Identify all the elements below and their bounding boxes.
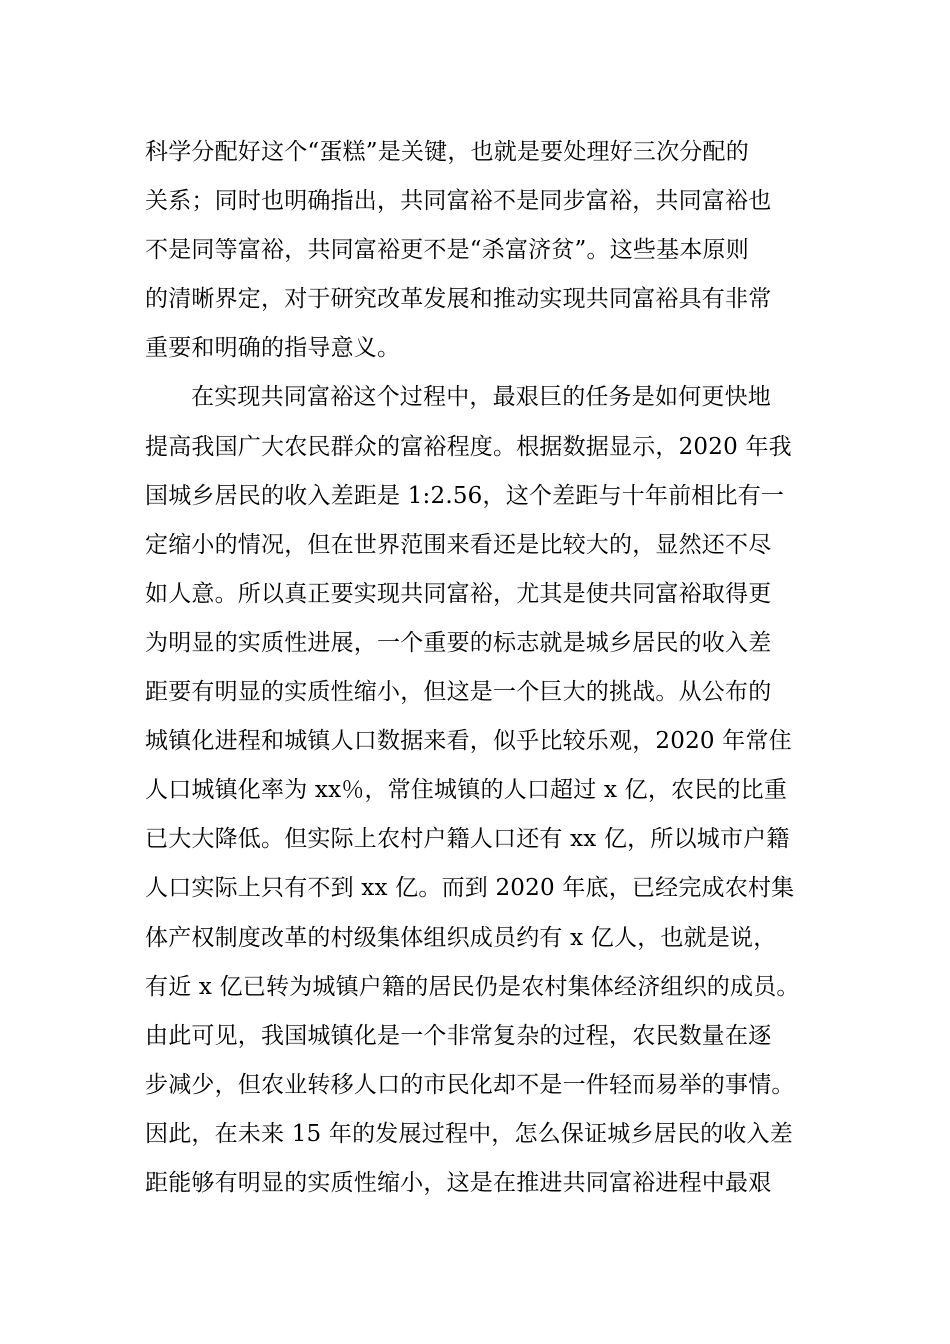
paragraph-first-line: 在实现共同富裕这个过程中，最艰巨的任务是如何更快地 (191, 384, 771, 411)
text-line: 由此可见，我国城镇化是一个非常复杂的过程，农民数量在逐 (145, 1022, 772, 1049)
text-line: 定缩小的情况，但在世界范围来看还是比较大的，显然还不尽 (145, 531, 772, 558)
text-line: 重要和明确的指导意义。 (145, 335, 401, 362)
text-line: 距能够有明显的实质性缩小，这是在推进共同富裕进程中最艰 (145, 1169, 772, 1196)
text-line: 如人意。所以真正要实现共同富裕，尤其是使共同富裕取得更 (145, 580, 772, 607)
text-line: 有近 x 亿已转为城镇户籍的居民仍是农村集体经济组织的成员。 (145, 973, 800, 1000)
text-line: 为明显的实质性进展，一个重要的标志就是城乡居民的收入差 (145, 629, 772, 656)
text-line: 城镇化进程和城镇人口数据来看，似乎比较乐观，2020 年常住 (145, 728, 792, 755)
text-line: 的清晰界定，对于研究改革发展和推动实现共同富裕具有非常 (145, 286, 772, 313)
text-line: 距要有明显的实质性缩小，但这是一个巨大的挑战。从公布的 (145, 679, 772, 706)
text-line: 步减少，但农业转移人口的市民化却不是一件轻而易举的事情。 (145, 1071, 795, 1098)
text-line: 因此，在未来 15 年的发展过程中，怎么保证城乡居民的收入差 (145, 1120, 793, 1147)
text-line: 已大大降低。但实际上农村户籍人口还有 xx 亿，所以城市户籍 (145, 826, 790, 853)
text-line: 国城乡居民的收入差距是 1:2.56，这个差距与十年前相比有一 (145, 482, 785, 509)
text-line: 提高我国广大农民群众的富裕程度。根据数据显示，2020 年我 (145, 433, 792, 460)
text-line: 关系；同时也明确指出，共同富裕不是同步富裕，共同富裕也 (145, 188, 772, 215)
text-line: 人口城镇化率为 xx％，常住城镇的人口超过 x 亿，农民的比重 (145, 777, 788, 804)
text-line: 体产权制度改革的村级集体组织成员约有 x 亿人，也就是说， (145, 924, 777, 951)
text-line: 不是同等富裕，共同富裕更不是“杀富济贫”。这些基本原则 (145, 237, 749, 264)
text-line: 人口实际上只有不到 xx 亿。而到 2020 年底，已经完成农村集 (145, 875, 795, 902)
body-text (145, 128, 825, 1208)
text-line: 科学分配好这个“蛋糕”是关键，也就是要处理好三次分配的 (145, 139, 749, 165)
